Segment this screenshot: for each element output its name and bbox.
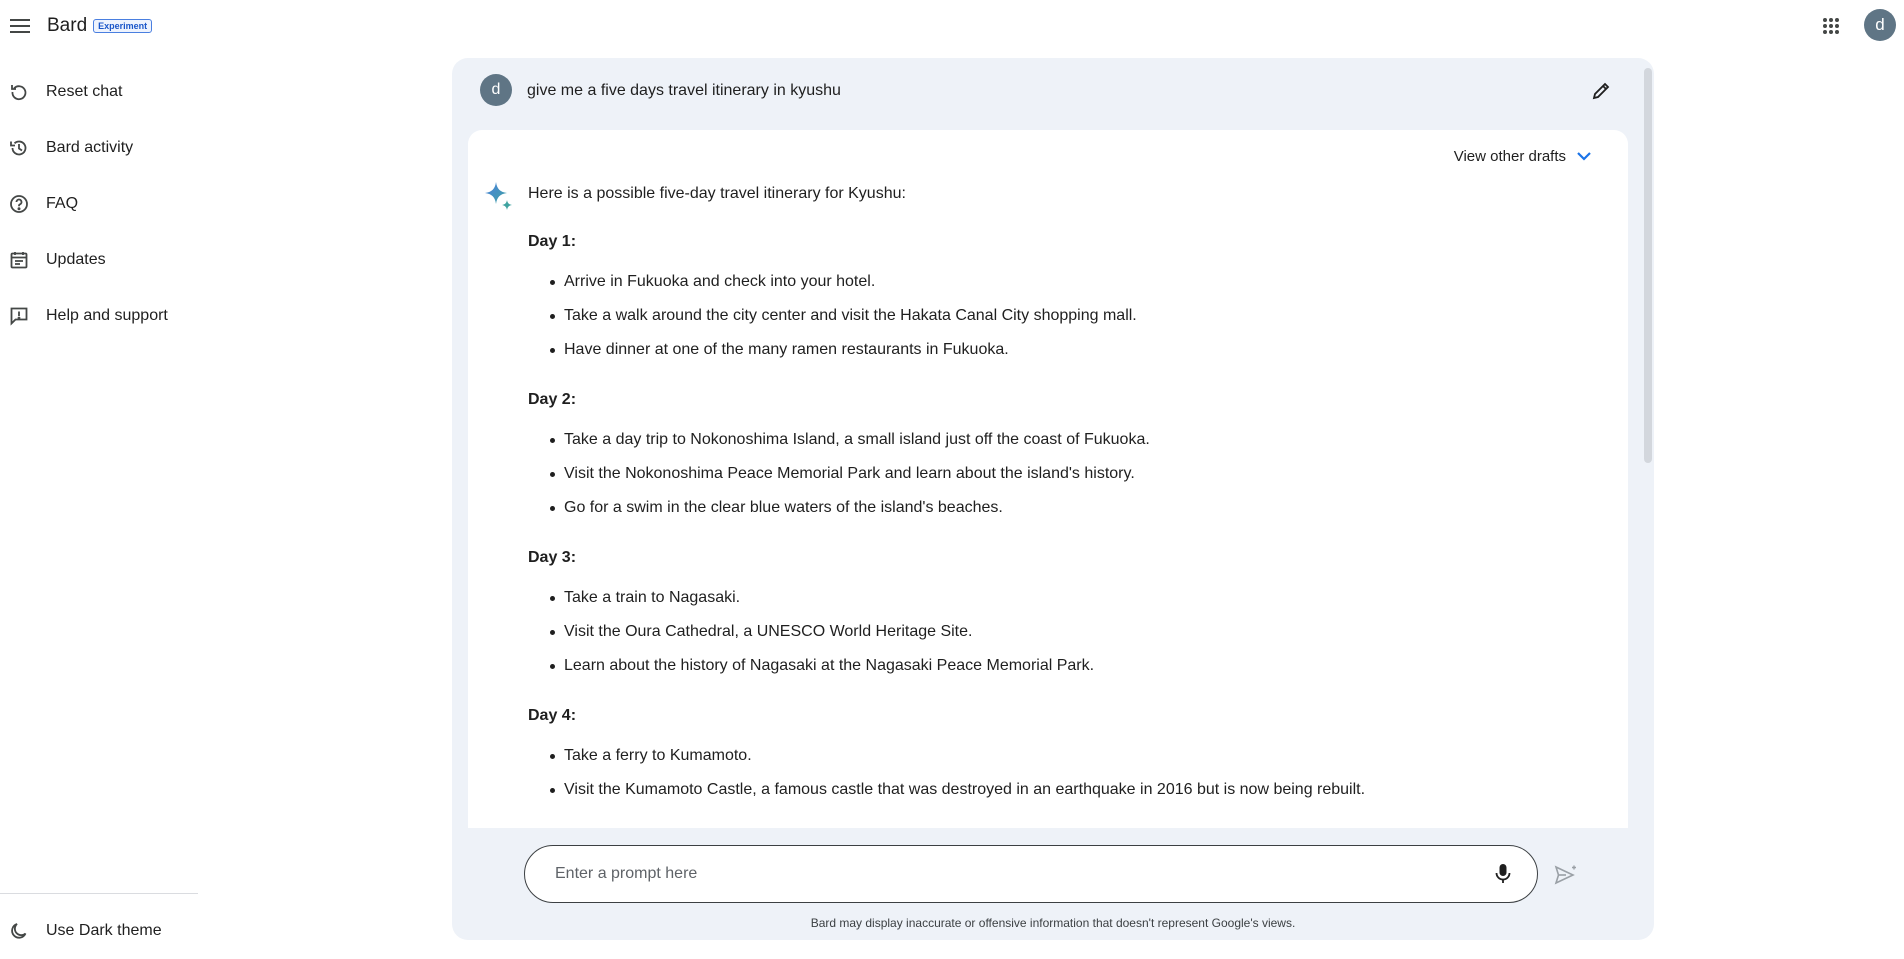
day-title: Day 4: [528, 707, 577, 724]
sidebar-item-help-support[interactable] [0, 288, 198, 344]
day-section [528, 390, 1598, 530]
sidebar-item-label: FAQ [46, 195, 79, 212]
view-drafts-label: View other drafts [1453, 147, 1566, 165]
day-section [528, 706, 1598, 812]
brand [47, 15, 152, 37]
experiment-badge: Experiment [93, 19, 152, 33]
bard-response [468, 130, 1628, 828]
sidebar-item-reset-chat[interactable] [0, 64, 198, 120]
calendar-icon [8, 249, 30, 271]
chevron-down-icon [1576, 151, 1592, 161]
microphone-icon [1495, 863, 1511, 885]
help-circle-icon [8, 193, 30, 215]
day-title: Day 3: [528, 549, 577, 566]
day-title: Day 2: [528, 391, 577, 408]
top-bar [0, 0, 1904, 52]
day-list [528, 430, 1598, 518]
user-avatar: d [480, 74, 512, 106]
list-item: Visit the Oura Cathedral, a UNESCO World Heritage Site. [528, 622, 1598, 642]
sidebar-item-label: Reset chat [46, 83, 123, 100]
list-item: Take a ferry to Kumamoto. [528, 746, 1598, 766]
list-item: Take a walk around the city center and visit the Hakata Canal City shopping mall. [528, 306, 1598, 326]
apps-button[interactable] [1817, 12, 1845, 40]
scrollbar[interactable] [1642, 58, 1654, 940]
apps-grid-icon [1822, 17, 1840, 35]
list-item: Go for a swim in the clear blue waters of the island's beaches. [528, 498, 1598, 518]
voice-input-button[interactable] [1491, 862, 1515, 886]
sidebar-item-label: Help and support [46, 307, 168, 324]
response-intro: Here is a possible five-day travel itinerary for Kyushu: [528, 185, 906, 202]
send-icon [1554, 864, 1578, 886]
bard-sparkle-icon [482, 180, 514, 212]
pencil-icon [1591, 81, 1611, 101]
list-item: Visit the Kumamoto Castle, a famous castle that was destroyed in an earthquake in 2016 but is now being rebuilt. [528, 780, 1598, 800]
brand-name: Bard [47, 15, 88, 36]
dark-theme-toggle[interactable] [0, 903, 162, 959]
account-avatar[interactable]: d [1864, 9, 1896, 41]
moon-icon [8, 920, 30, 942]
list-item: Have dinner at one of the many ramen restaurants in Fukuoka. [528, 340, 1598, 360]
reset-icon [8, 81, 30, 103]
edit-prompt-button[interactable] [1588, 78, 1614, 104]
day-title: Day 1: [528, 233, 577, 250]
list-item: Visit the Nokonoshima Peace Memorial Park and learn about the island's history. [528, 464, 1598, 484]
sidebar-divider [0, 893, 198, 894]
user-prompt-text: give me a five days travel itinerary in kyushu [527, 82, 841, 99]
sidebar-item-bard-activity[interactable] [0, 120, 198, 176]
prompt-input[interactable] [555, 846, 1455, 902]
day-section [528, 548, 1598, 688]
list-item: Take a train to Nagasaki. [528, 588, 1598, 608]
day-list [528, 272, 1598, 360]
sidebar-item-updates[interactable] [0, 232, 198, 288]
list-item: Take a day trip to Nokonoshima Island, a small island just off the coast of Fukuoka. [528, 430, 1598, 450]
user-message [452, 58, 1654, 126]
send-button[interactable] [1552, 861, 1580, 889]
day-list [528, 588, 1598, 676]
scrollbar-thumb[interactable] [1644, 68, 1652, 463]
sidebar-item-label: Updates [46, 251, 106, 268]
feedback-icon [8, 305, 30, 327]
dark-theme-label: Use Dark theme [46, 922, 162, 939]
history-icon [8, 137, 30, 159]
conversation-panel [452, 58, 1654, 940]
hamburger-menu-icon [10, 18, 30, 34]
list-item: Learn about the history of Nagasaki at the Nagasaki Peace Memorial Park. [528, 656, 1598, 676]
day-section [528, 232, 1598, 372]
main-menu-button[interactable] [8, 14, 32, 38]
view-other-drafts-button[interactable] [1454, 142, 1592, 170]
day-list [528, 746, 1598, 800]
response-body [528, 184, 1598, 828]
disclaimer-text: Bard may display inaccurate or offensive information that doesn't represent Google's views. [810, 916, 1296, 930]
list-item: Arrive in Fukuoka and check into your hotel. [528, 272, 1598, 292]
sidebar [0, 64, 198, 344]
sidebar-item-faq[interactable] [0, 176, 198, 232]
prompt-box [524, 845, 1538, 903]
sidebar-item-label: Bard activity [46, 139, 134, 156]
